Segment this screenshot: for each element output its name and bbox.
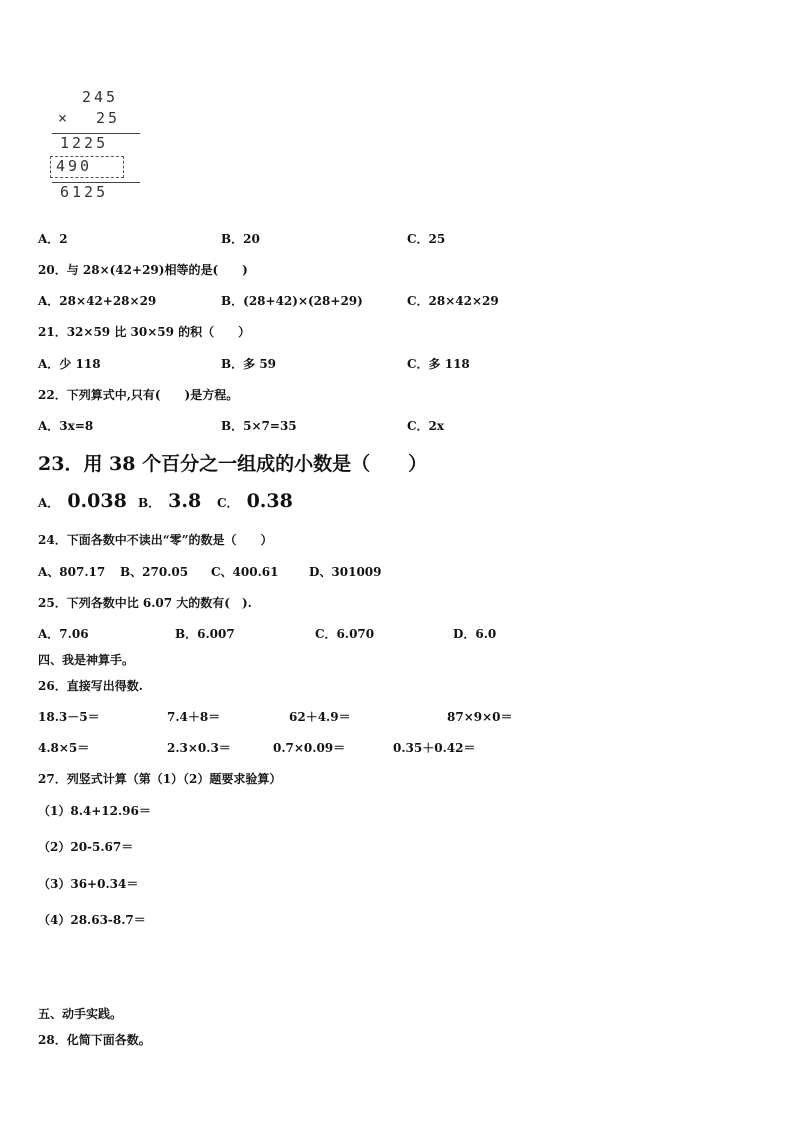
q22-option-a: A．3x=8 [38,419,94,433]
q28-stem: 28．化简下面各数。 [38,1033,151,1047]
q21-option-c: C．多 118 [407,357,470,371]
q24-option-d: D、301009 [309,565,382,579]
q25-option-d: D．6.0 [453,627,497,641]
section-4-heading: 四、我是神算手。 [38,653,135,667]
q26-item: 7.4＋8＝ [167,710,221,724]
q25-option-a: A．7.06 [38,627,89,641]
option-value: 3.8 [168,490,202,512]
q21-stem: 21．32×59 比 30×59 的积（ ） [38,325,251,339]
section-5-heading: 五、动手实践。 [38,1007,123,1021]
q19-option-a: A．2 [38,232,68,246]
q23-option-a [38,490,127,512]
q25-option-c: C．6.070 [315,627,375,641]
q26-item: 18.3－5＝ [38,710,100,724]
q20-option-c: C．28×42×29 [407,294,499,308]
q24-option-a: A、807.17 [38,565,106,579]
q21-option-b: B．多 59 [221,357,277,371]
q20-stem: 20．与 28×(42+29)相等的是( ) [38,263,248,277]
q25-option-b: B．6.007 [175,627,235,641]
q26-item: 2.3×0.3＝ [167,741,231,755]
partial-product-2: 490 [56,157,93,175]
q27-stem: 27．列竖式计算（第（1）（2）题要求验算） [38,772,282,786]
q22-stem: 22．下列算式中,只有( )是方程。 [38,388,239,402]
partial-product-1: 1225 [60,134,109,152]
q27-item: （4）28.63-8.7＝ [38,913,146,927]
q20-option-a: A．28×42+28×29 [38,294,157,308]
multiplicand: 245 [82,88,119,106]
q21-option-a: A．少 118 [38,357,101,371]
q22-option-c: C．2x [407,419,445,433]
multiplier: 25 [96,109,121,127]
option-letter: B． [138,496,161,510]
q23-option-c [217,490,293,512]
q24-option-c: C、400.61 [211,565,279,579]
option-letter: C． [217,496,239,510]
q25-stem: 25．下列各数中比 6.07 大的数有( ). [38,596,252,610]
q26-item: 4.8×5＝ [38,741,90,755]
q27-item: （2）20-5.67＝ [38,840,134,854]
q19-option-c: C．25 [407,232,446,246]
vertical-multiplication-figure [48,88,148,203]
q26-item: 87×9×0＝ [447,710,513,724]
q26-item: 62＋4.9＝ [289,710,351,724]
q26-item: 0.7×0.09＝ [273,741,346,755]
multiply-sign: × [58,109,71,127]
product-result: 6125 [60,183,109,201]
q26-item: 0.35＋0.42＝ [393,741,476,755]
q27-item: （3）36+0.34＝ [38,877,139,891]
q24-stem: 24．下面各数中不读出“零”的数是（ ） [38,533,273,547]
q23-option-b [138,490,201,512]
q23-stem: 23．用 38 个百分之一组成的小数是（ ） [38,453,428,475]
q27-item: （1）8.4+12.96＝ [38,804,151,818]
q20-option-b: B．(28+42)×(28+29) [221,294,363,308]
q22-option-b: B．5×7=35 [221,419,297,433]
option-letter: A． [38,496,60,510]
option-value: 0.38 [246,490,293,512]
q24-option-b: B、270.05 [120,565,189,579]
q26-stem: 26．直接写出得数. [38,679,143,693]
option-value: 0.038 [67,490,127,512]
q19-option-b: B．20 [221,232,260,246]
